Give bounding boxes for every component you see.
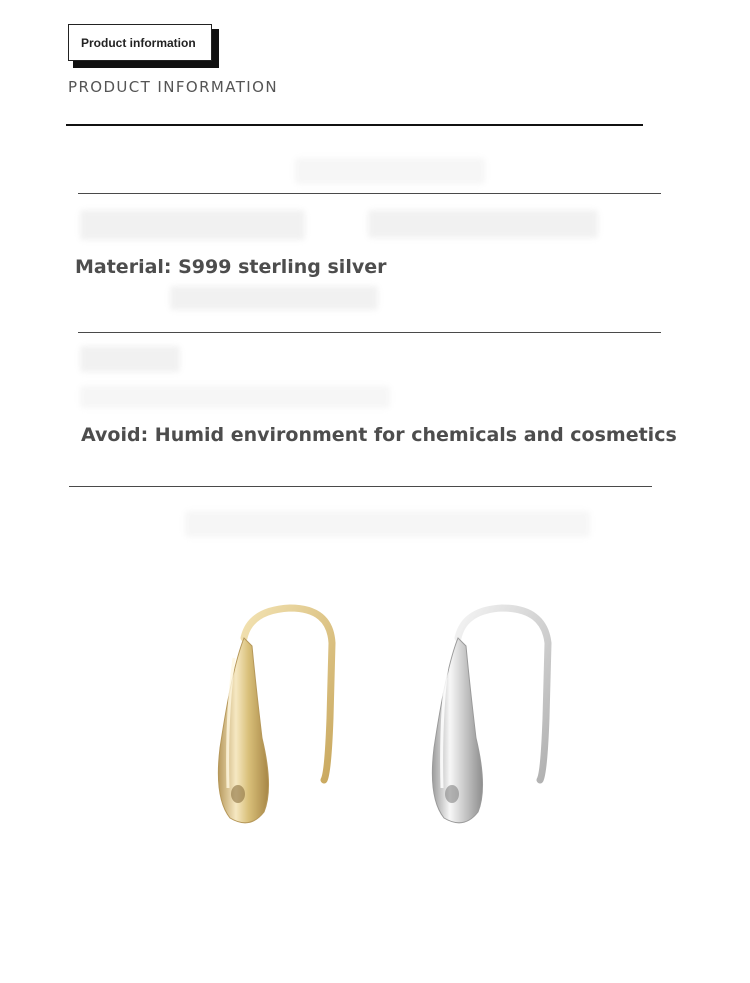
faded-text xyxy=(185,511,590,537)
earrings-image xyxy=(190,598,570,838)
silver-earring xyxy=(432,608,548,823)
divider xyxy=(78,193,661,194)
faded-text xyxy=(170,286,378,310)
section-subtitle: PRODUCT INFORMATION xyxy=(68,78,278,96)
divider xyxy=(78,332,661,333)
faded-text xyxy=(80,346,180,372)
header-divider xyxy=(66,124,643,126)
material-spec: Material: S999 sterling silver xyxy=(75,256,387,278)
section-tag-label: Product information xyxy=(81,35,196,50)
faded-text xyxy=(80,210,305,240)
faded-text xyxy=(80,386,390,408)
faded-heading xyxy=(295,158,485,184)
divider xyxy=(69,486,652,487)
gold-earring xyxy=(218,608,332,823)
section-tag xyxy=(68,24,212,61)
faded-text xyxy=(368,210,598,238)
avoid-spec: Avoid: Humid environment for chemicals and cosmetics xyxy=(81,424,677,446)
